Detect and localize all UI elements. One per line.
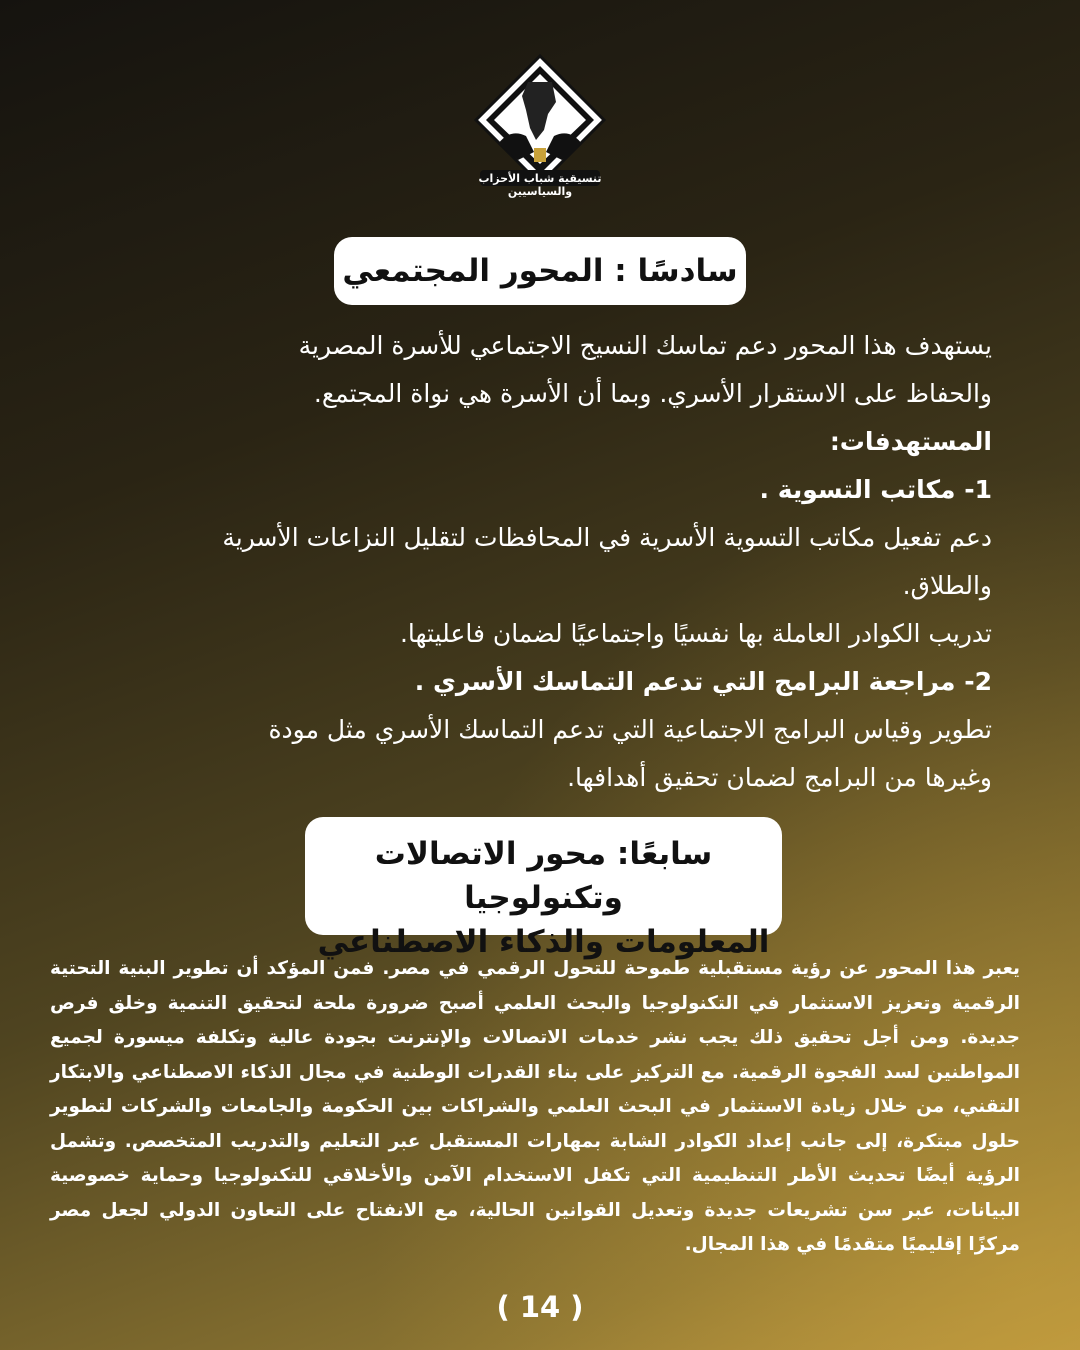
- paragraph-line: تدريب الكوادر العاملة بها نفسيًا واجتماعيًا لضمان فاعليتها.: [399, 619, 992, 648]
- section-body-social: [112, 322, 992, 802]
- section-title-line-1: سابعًا: محور الاتصالات وتكنولوجيا: [374, 836, 713, 916]
- paragraph-line: وغيرها من البرامج لضمان تحقيق أهدافها.: [567, 763, 992, 792]
- section-title-ict: [305, 817, 782, 960]
- section-title-line-2: المعلومات والذكاء الاصطناعي: [317, 924, 770, 960]
- paragraph-line: دعم تفعيل مكاتب التسوية الأسرية في المحافظات لتقليل النزاعات الأسرية: [222, 523, 992, 552]
- page-number: ( 14 ): [496, 1290, 584, 1324]
- paragraph-line: تطوير وقياس البرامج الاجتماعية التي تدعم التماسك الأسري مثل مودة: [268, 715, 992, 744]
- section-title-social: سادسًا : المحور المجتمعي: [334, 237, 746, 305]
- subheading-targets: المستهدفات:: [829, 427, 992, 456]
- logo-caption: تنسيقية شباب الأحزاب والسياسيين: [478, 172, 602, 198]
- subheading-item-1: 1- مكاتب التسوية .: [759, 475, 992, 504]
- paragraph-line: يستهدف هذا المحور دعم تماسك النسيج الاجتماعي للأسرة المصرية: [298, 331, 992, 360]
- paragraph-line: والطلاق.: [902, 571, 992, 600]
- paragraph-line: والحفاظ على الاستقرار الأسري. وبما أن الأسرة هي نواة المجتمع.: [313, 379, 992, 408]
- section-body-ict: يعبر هذا المحور عن رؤية مستقبلية طموحة للتحول الرقمي في مصر. فمن المؤكد أن تطوير البنية التحتية الرقمية وتعزيز الاستثمار في التكنولوجيا والبحث العلمي أصبح ضرورة ملحة لتحقيق التنمية وخلق فرص جديدة. ومن أجل تحقيق ذلك يجب نشر خدمات الاتصالات والإنترنت بجودة عالية وتكلفة ميسورة لجميع المواطنين لسد الفجوة الرقمية. مع التركيز على بناء القدرات الوطنية في مجال الذكاء الاصطناعي والابتكار التقني، من خلال زيادة الاستثمار في البحث العلمي والشراكات بين الحكومة والجامعات والشركات لتطوير حلول مبتكرة، إلى جانب إعداد الكوادر الشابة بمهارات المستقبل عبر التعليم والتدريب المتخصص. وتشمل الرؤية أيضًا تحديث الأطر التنظيمية التي تكفل الاستخدام الآمن والأخلاقي للتكنولوجيا وحماية خصوصية البيانات، عبر سن تشريعات جديدة وتعديل القوانين الحالية، مع الانفتاح على التعاون الدولي لجعل مصر مركزًا إقليميًا متقدمًا في هذا المجال.: [50, 958, 1020, 1255]
- subheading-item-2: 2- مراجعة البرامج التي تدعم التماسك الأسري .: [414, 667, 992, 696]
